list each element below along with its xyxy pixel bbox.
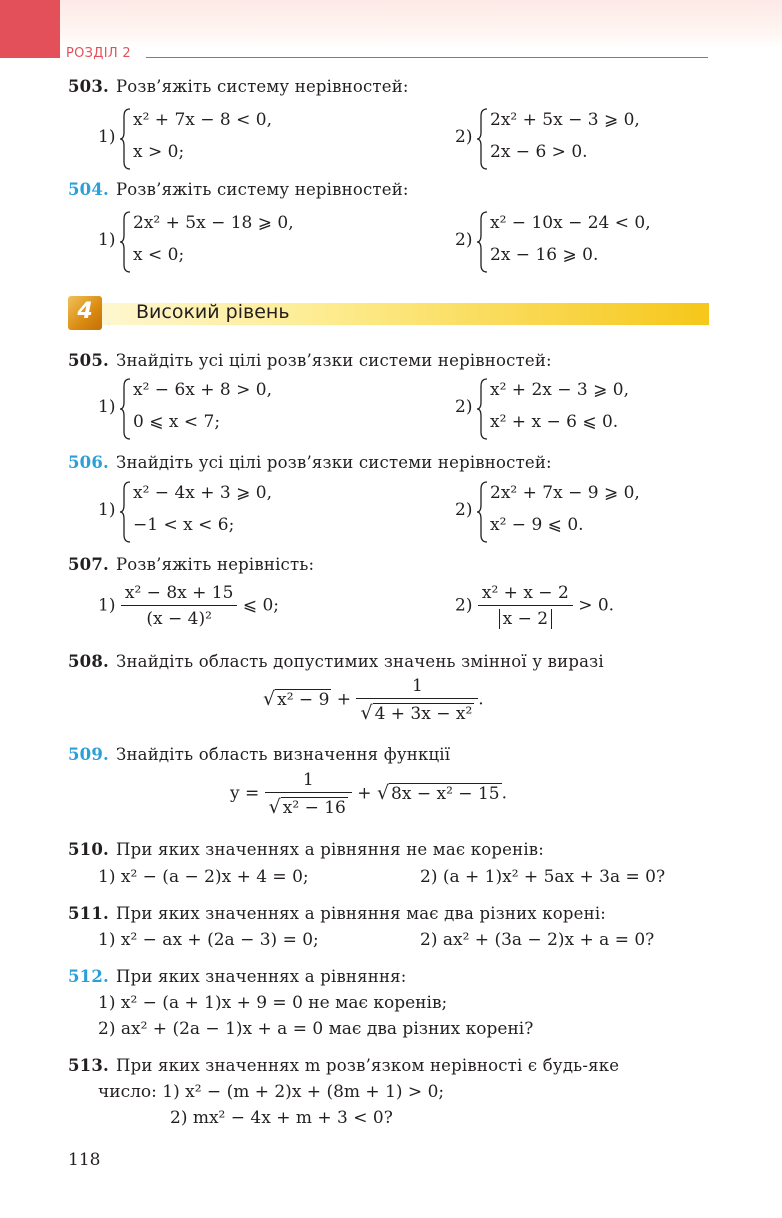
left-brace-icon: [119, 481, 131, 543]
exercise-task: При яких значеннях a рівняння:: [116, 967, 407, 986]
exercise-503: [68, 77, 409, 96]
exercise-503-part-2: [455, 108, 755, 170]
denominator: [265, 792, 352, 818]
part-label: 2): [455, 595, 473, 616]
exercise-507-part-2: [455, 583, 614, 629]
exercise-task: Знайдіть усі цілі розв’язки системи нерівностей:: [116, 453, 552, 472]
radicand: 4 + 3x − x²: [374, 704, 473, 724]
inequality-1: 2x² + 5x − 3 ⩾ 0,: [490, 110, 640, 130]
fraction: [356, 676, 478, 724]
exercise-504-part-1: [98, 211, 418, 273]
fraction: [265, 770, 352, 818]
exercise-number: 512.: [68, 967, 109, 986]
inequality-1: x² − 4x + 3 ⩾ 0,: [133, 483, 272, 503]
inequality-2: 2x − 6 > 0.: [490, 142, 588, 162]
denominator: [478, 605, 573, 629]
exercise-505-part-1: [98, 378, 418, 440]
square-root: [360, 702, 474, 724]
exercise-number: 503.: [68, 77, 109, 96]
radical-sign-icon: √: [360, 702, 373, 724]
denominator: (x − 4)²: [121, 605, 238, 629]
exercise-task: При яких значеннях a рівняння має два різних корені:: [116, 904, 607, 923]
exercise-number: 506.: [68, 453, 109, 472]
exercise-task: Знайдіть область допустимих значень змінної у виразі: [116, 652, 604, 671]
exercise-510-part-1: 1) x² − (a − 2)x + 4 = 0;: [98, 867, 309, 887]
exercise-504: [68, 180, 409, 199]
section-label: РОЗДІЛ 2: [66, 46, 131, 61]
exercise-506-part-2: [455, 481, 755, 543]
inequality-1: x² + 2x − 3 ⩾ 0,: [490, 380, 629, 400]
square-root: [269, 796, 348, 818]
exercise-number: 510.: [68, 840, 109, 859]
inequality-2: 2x − 16 ⩾ 0.: [490, 245, 599, 265]
exercise-task: Розв’яжіть нерівність:: [116, 555, 315, 574]
exercise-509: [68, 745, 450, 764]
radicand: x² − 16: [282, 798, 346, 818]
exercise-513-line-2: число: 1) x² − (m + 2)x + (8m + 1) > 0;: [98, 1082, 445, 1102]
exercise-513-line-3: 2) mx² − 4x + m + 3 < 0?: [170, 1108, 393, 1128]
square-root: [263, 688, 331, 710]
part-label: 2): [455, 127, 473, 147]
header-band: [0, 0, 782, 48]
exercise-510: [68, 840, 544, 859]
function-lhs: y =: [230, 783, 260, 804]
denominator: [356, 698, 478, 724]
end-mark: .: [501, 783, 507, 804]
left-brace-icon: [119, 108, 131, 170]
level-badge: [68, 296, 102, 330]
part-label: 2): [455, 230, 473, 250]
part-label: 2): [455, 500, 473, 520]
exercise-number: 507.: [68, 555, 109, 574]
inequality-2: x² − 9 ⩽ 0.: [490, 515, 584, 535]
left-brace-icon: [119, 211, 131, 273]
absolute-value: x − 2: [499, 609, 552, 629]
exercise-number: 508.: [68, 652, 109, 671]
left-brace-icon: [119, 378, 131, 440]
square-root: [377, 782, 502, 804]
fraction: [121, 583, 238, 629]
numerator: 1: [411, 676, 423, 696]
exercise-508: [68, 652, 604, 671]
inequality-2: x² + x − 6 ⩽ 0.: [490, 412, 619, 432]
exercise-505-part-2: [455, 378, 755, 440]
inequality-1: x² − 10x − 24 < 0,: [490, 213, 651, 233]
inequality-1: 2x² + 5x − 18 ⩾ 0,: [133, 213, 294, 233]
radicand: x² − 9: [277, 689, 330, 710]
section-divider: [146, 57, 708, 58]
level-title: Високий рівень: [136, 301, 290, 323]
inequality-2: x < 0;: [133, 245, 185, 265]
exercise-509-expression: [230, 770, 507, 818]
radical-sign-icon: √: [263, 687, 276, 710]
inequality-tail: > 0.: [578, 595, 615, 616]
exercise-506: [68, 453, 552, 472]
exercise-511-part-1: 1) x² − ax + (2a − 3) = 0;: [98, 930, 319, 950]
exercise-513: [68, 1056, 619, 1075]
part-label: 1): [98, 127, 116, 147]
numerator: x² + x − 2: [481, 583, 569, 603]
level-number: 4: [77, 299, 93, 324]
radical-sign-icon: √: [268, 796, 281, 818]
part-label: 2): [455, 397, 473, 417]
part-label: 1): [98, 595, 116, 616]
exercise-511: [68, 904, 606, 923]
plus-sign: +: [336, 689, 352, 710]
exercise-number: 513.: [68, 1056, 109, 1075]
exercise-504-part-2: [455, 211, 755, 273]
left-brace-icon: [476, 378, 488, 440]
inequality-tail: ⩽ 0;: [242, 595, 280, 616]
exercise-506-part-1: [98, 481, 418, 543]
inequality-2: −1 < x < 6;: [133, 515, 235, 535]
exercise-512: [68, 967, 407, 986]
exercise-task: Розв’яжіть систему нерівностей:: [116, 180, 409, 199]
exercise-507: [68, 555, 314, 574]
exercise-task: Знайдіть область визначення функції: [116, 745, 451, 764]
radical-sign-icon: √: [376, 781, 390, 804]
exercise-task: Розв’яжіть систему нерівностей:: [116, 77, 409, 96]
exercise-503-part-1: [98, 108, 418, 170]
part-label: 1): [98, 500, 116, 520]
fraction: [478, 583, 573, 629]
inequality-1: x² + 7x − 8 < 0,: [133, 110, 272, 130]
exercise-task: При яких значеннях a рівняння не має коренів:: [116, 840, 545, 859]
inequality-1: x² − 6x + 8 > 0,: [133, 380, 272, 400]
page-number: 118: [68, 1150, 101, 1170]
inequality-2: 0 ⩽ x < 7;: [133, 412, 221, 432]
exercise-task: Знайдіть усі цілі розв’язки системи нерівностей:: [116, 351, 552, 370]
part-label: 1): [98, 397, 116, 417]
numerator: x² − 8x + 15: [124, 583, 234, 603]
plus-sign: +: [357, 783, 372, 804]
exercise-507-part-1: [98, 583, 279, 629]
radicand: 8x − x² − 15: [391, 783, 500, 804]
exercise-511-part-2: 2) ax² + (3a − 2)x + a = 0?: [420, 930, 655, 950]
left-brace-icon: [476, 481, 488, 543]
left-brace-icon: [476, 108, 488, 170]
numerator: 1: [302, 770, 314, 790]
exercise-505: [68, 351, 552, 370]
inequality-2: x > 0;: [133, 142, 185, 162]
exercise-number: 511.: [68, 904, 109, 923]
inequality-1: 2x² + 7x − 9 ⩾ 0,: [490, 483, 640, 503]
exercise-508-expression: [263, 676, 484, 724]
exercise-number: 509.: [68, 745, 109, 764]
exercise-512-part-1: 1) x² − (a + 1)x + 9 = 0 не має коренів;: [98, 993, 448, 1013]
exercise-512-part-2: 2) ax² + (2a − 1)x + a = 0 має два різних корені?: [98, 1019, 534, 1039]
part-label: 1): [98, 230, 116, 250]
exercise-number: 504.: [68, 180, 109, 199]
exercise-number: 505.: [68, 351, 109, 370]
exercise-510-part-2: 2) (a + 1)x² + 5ax + 3a = 0?: [420, 867, 666, 887]
end-mark: .: [478, 689, 484, 710]
left-brace-icon: [476, 211, 488, 273]
exercise-task: При яких значеннях m розв’язком нерівності є будь-яке: [116, 1056, 620, 1075]
corner-accent: [0, 0, 60, 58]
